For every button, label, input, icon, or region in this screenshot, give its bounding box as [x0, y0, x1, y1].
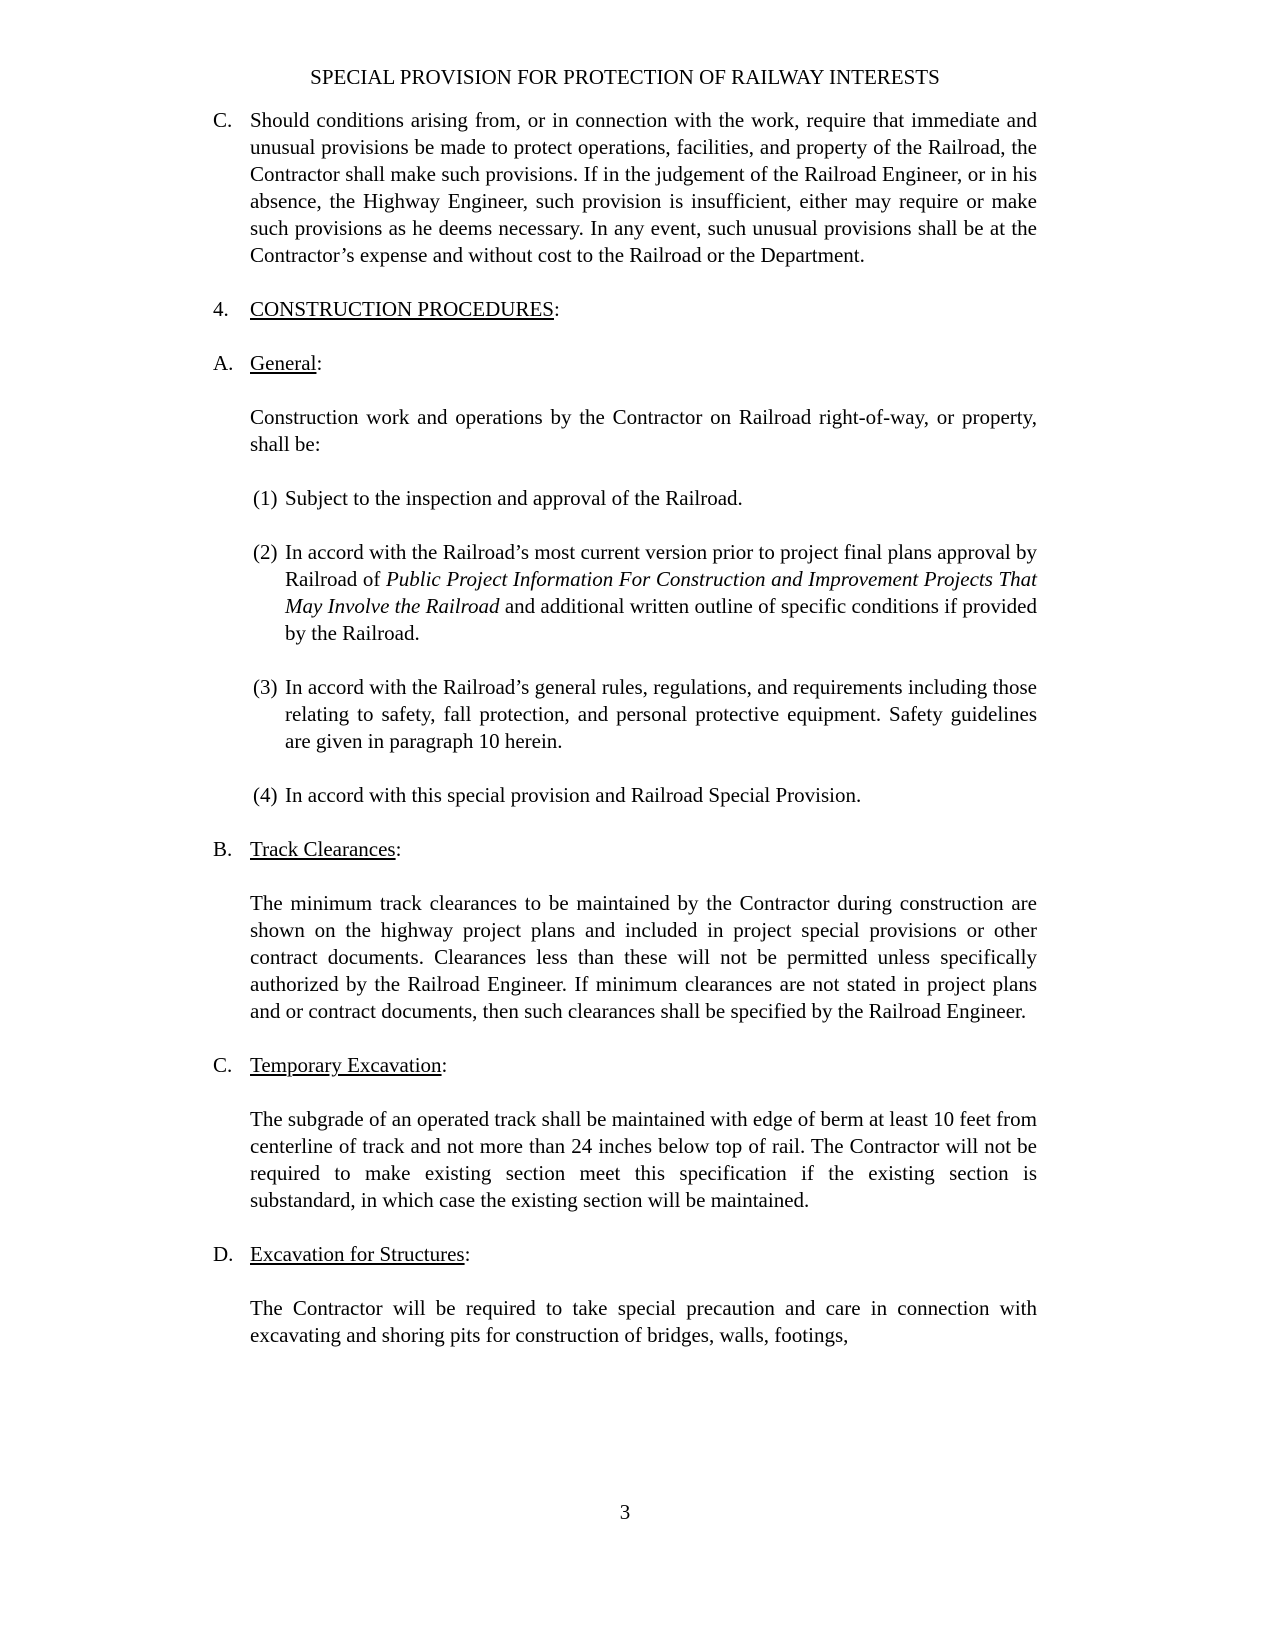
section-d-body: The Contractor will be required to take special precaution and care in connection with excavating and shoring pits for construction of bridges, walls, footings, [250, 1296, 1037, 1347]
section-4-colon: : [553, 297, 560, 321]
section-c-body: The subgrade of an operated track shall be maintained with edge of berm at least 10 feet from centerline of track and not more than 24 inches below top of rail. The Contractor will not be required to make existing section meet this specification if the existing section is substandard, in which case the existing section will be maintained. [250, 1107, 1037, 1212]
list-item-2-label: (2) [253, 540, 278, 564]
list-item-4 [253, 782, 1037, 809]
list-item-3 [253, 674, 1037, 755]
document-title: SPECIAL PROVISION FOR PROTECTION OF RAILWAY INTERESTS [310, 65, 940, 89]
section-a-heading [213, 350, 1037, 377]
list-item-3-label: (3) [253, 675, 278, 699]
section-d-colon: : [464, 1242, 471, 1266]
section-d-title: Excavation for Structures [250, 1242, 465, 1266]
section-4-number: 4. [213, 297, 229, 321]
paragraph-item-c [213, 107, 1037, 269]
list-item-1-text: Subject to the inspection and approval of the Railroad. [285, 486, 743, 510]
document-content [213, 64, 1037, 1376]
list-item-2-text-pre: In accord with the Railroad’s most current version prior to project final plans approval by Railroad of [285, 540, 1037, 591]
list-item-2-text-post: and additional written outline of specific conditions if provided by the Railroad. [285, 594, 1038, 645]
section-4-heading [213, 296, 1037, 323]
section-4-title: CONSTRUCTION PROCEDURES [250, 297, 554, 321]
section-b-heading [213, 836, 1037, 863]
section-b-title: Track Clearances [250, 837, 396, 861]
section-c-heading [213, 1052, 1037, 1079]
section-a-colon: : [316, 351, 323, 375]
section-a-intro: Construction work and operations by the Contractor on Railroad right-of-way, or property, shall be: [250, 405, 1037, 456]
list-item-2 [253, 539, 1037, 647]
section-b-letter: B. [213, 837, 233, 861]
list-item-4-label: (4) [253, 783, 278, 807]
section-d-heading [213, 1241, 1037, 1268]
list-item-1-label: (1) [253, 486, 278, 510]
section-c-colon: : [441, 1053, 448, 1077]
list-item-4-text: In accord with this special provision and Railroad Special Provision. [285, 783, 862, 807]
section-a-letter: A. [213, 351, 234, 375]
list-item-3-text: In accord with the Railroad’s general rules, regulations, and requirements including those relating to safety, fall protection, and personal protective equipment. Safety guidelines are given in paragraph 10 herein. [285, 675, 1037, 753]
section-b-colon: : [395, 837, 402, 861]
section-d-letter: D. [213, 1242, 234, 1266]
section-a-title: General [250, 351, 317, 375]
section-b-body: The minimum track clearances to be maintained by the Contractor during construction are shown on the highway project plans and included in project special provisions or other contract documents. Clearances less than these will not be permitted unless specifically authorized by the Railroad Engineer. If minimum clearances are not stated in project plans and or contract documents, then such clearances shall be specified by the Railroad Engineer. [250, 891, 1037, 1023]
list-item-1 [253, 485, 1037, 512]
page-number: 3 [619, 1500, 631, 1524]
section-c-title: Temporary Excavation [250, 1053, 442, 1077]
paragraph-item-c-label: C. [213, 108, 233, 132]
list-item-2-text-italic: Public Project Information For Construction and Improvement Projects That May Involve the Railroad [285, 567, 1038, 618]
section-c-letter: C. [213, 1053, 233, 1077]
paragraph-item-c-text: Should conditions arising from, or in connection with the work, require that immediate and unusual provisions be made to protect operations, facilities, and property of the Railroad, the Contractor shall make such provisions. If in the judgement of the Railroad Engineer, or in his absence, the Highway Engineer, such provision is insufficient, either may require or make such provisions as he deems necessary. In any event, such unusual provisions shall be at the Contractor’s expense and without cost to the Railroad or the Department. [250, 108, 1037, 267]
